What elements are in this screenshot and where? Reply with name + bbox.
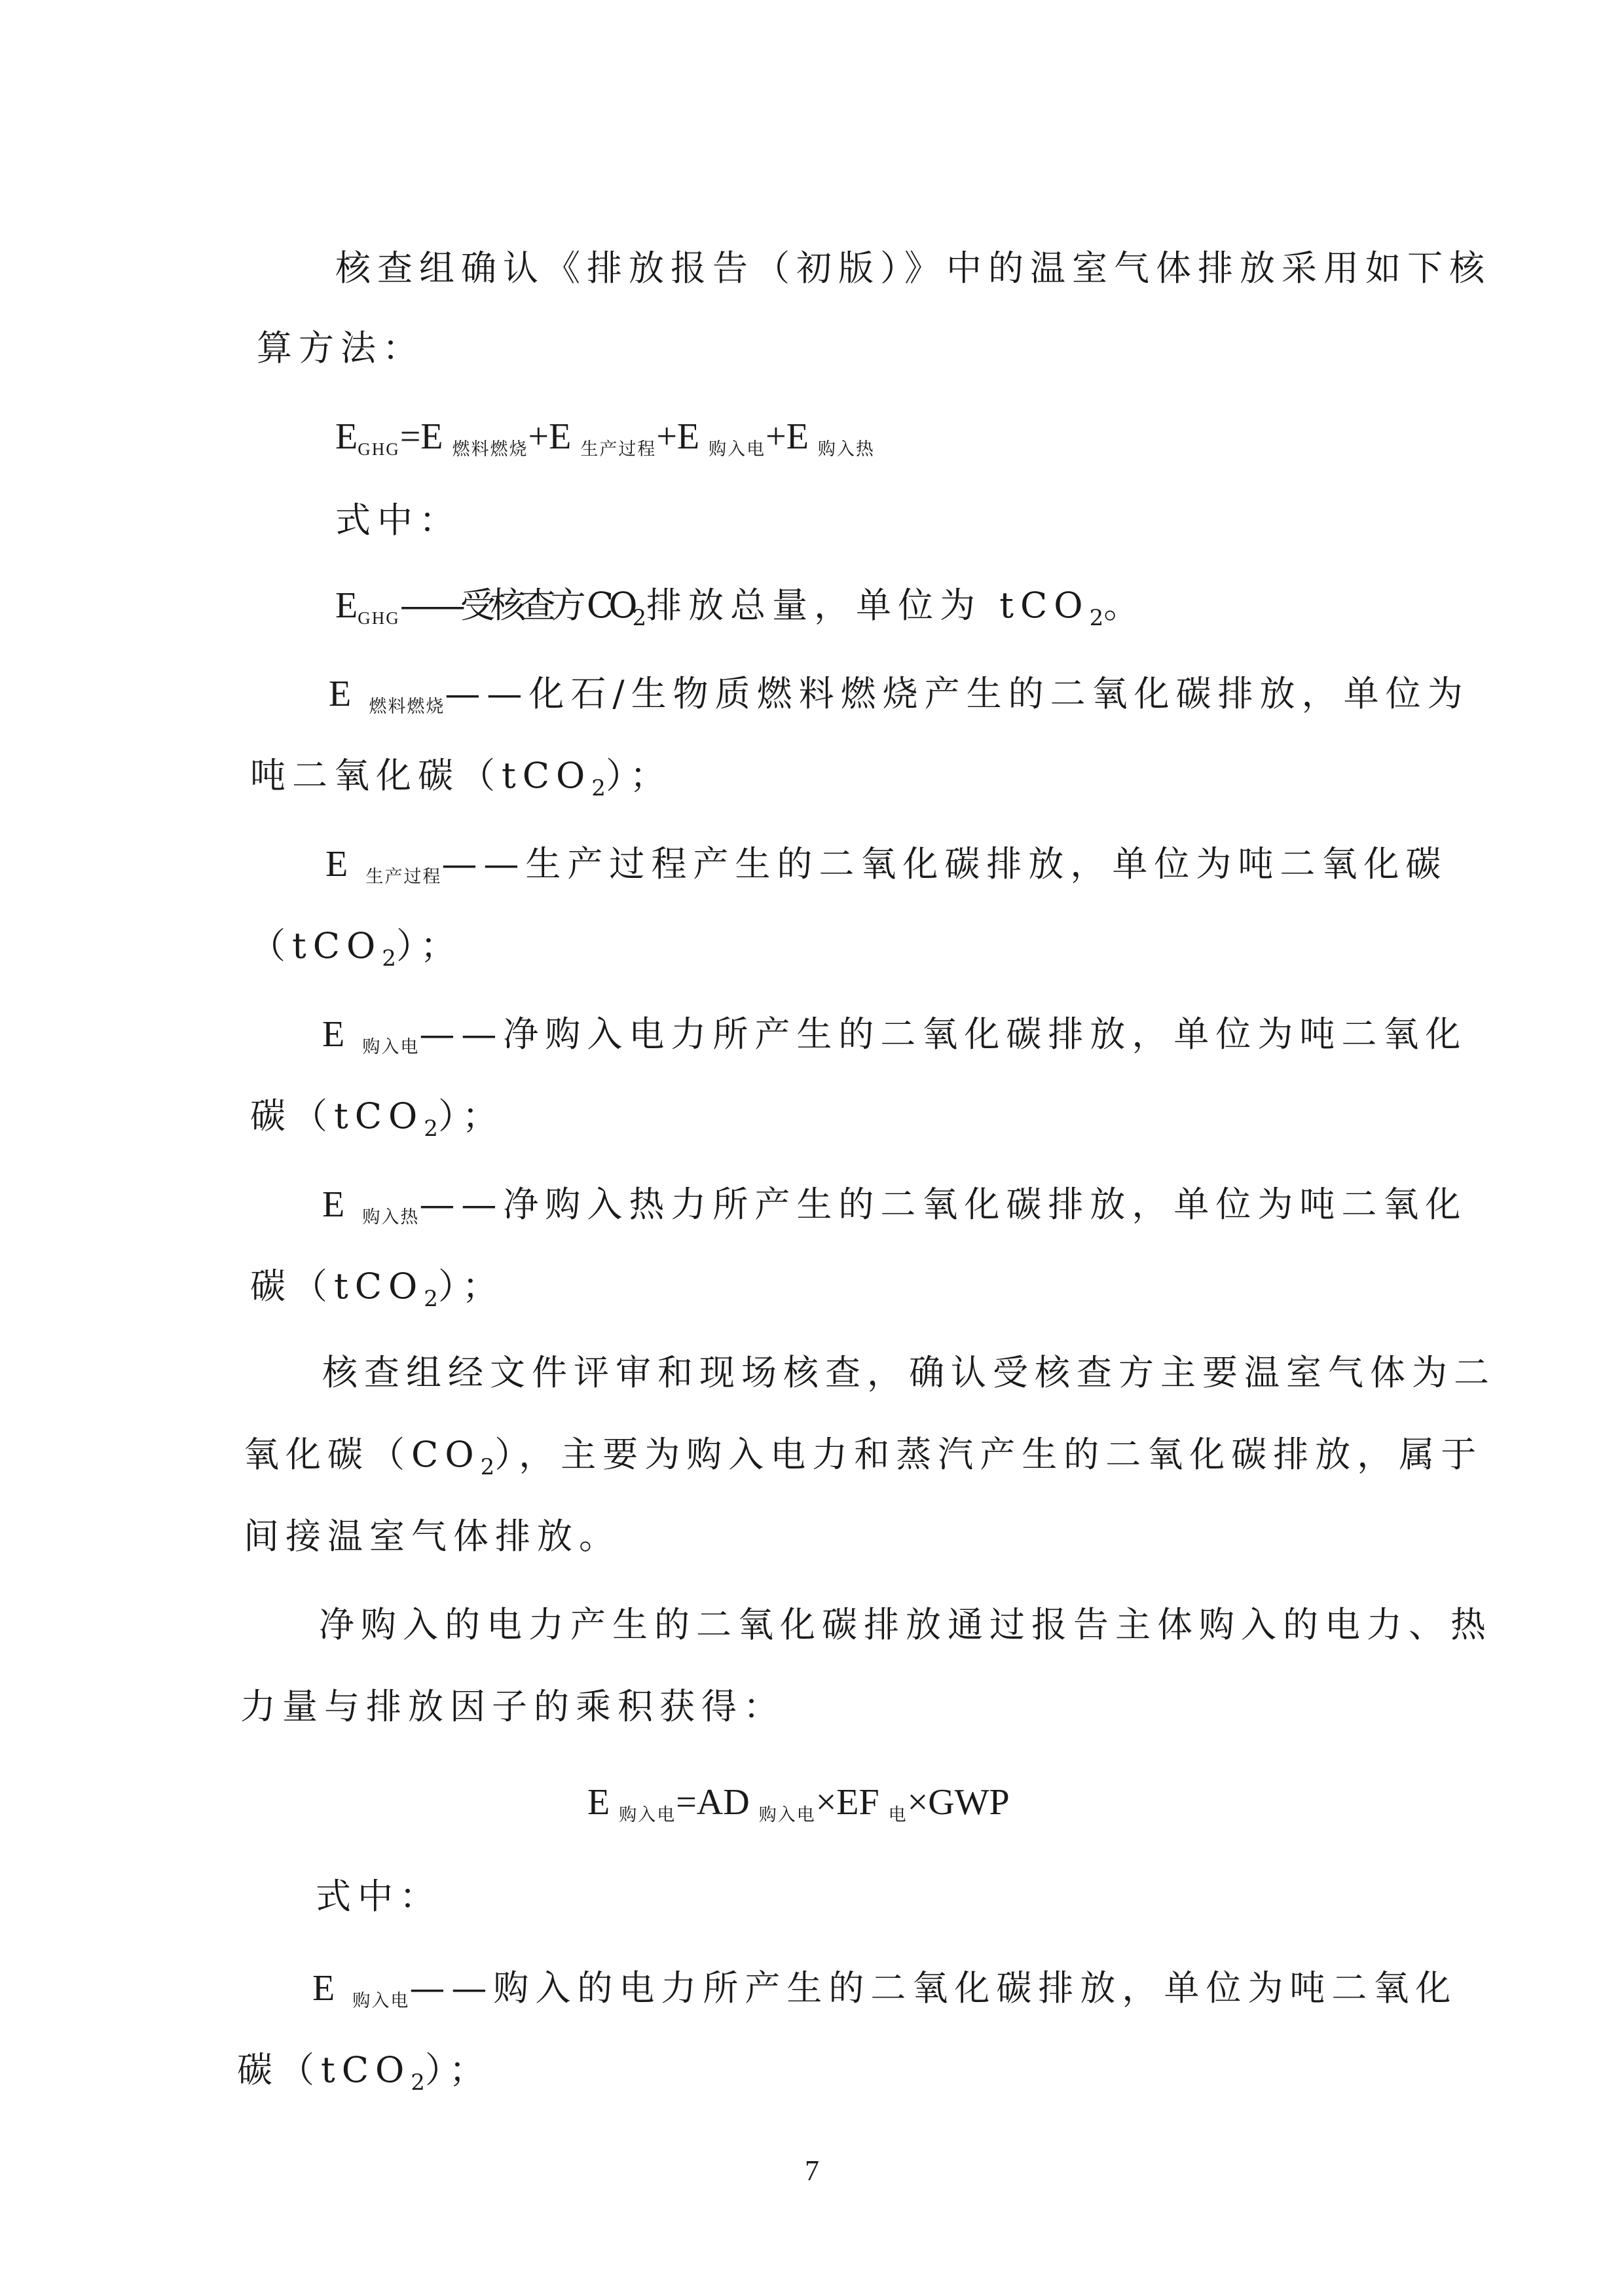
definition-e-electricity-2: E 购入电——购入的电力所产生的二氧化碳排放，单位为吨二氧化: [312, 1967, 1458, 2011]
definition-e-ghg: EGHG——受核查方 $CO_2$排放总量，单位为 tCO$_2$。: [335, 585, 1146, 631]
paragraph-1-line-1: 核查组确认《排放报告（初版）》中的温室气体排放采用如下核: [335, 247, 1491, 289]
paragraph-2-line-1: 核查组经文件评审和现场核查，确认受核查方主要温室气体为二: [322, 1352, 1496, 1393]
definition-e-electricity: E 购入电——净购入电力所产生的二氧化碳排放，单位为吨二氧化: [322, 1013, 1467, 1057]
formula-total-emissions: EGHG=E 燃料燃烧+E 生产过程+E 购入电+E 购入热: [335, 416, 875, 459]
definition-e-process: E 生产过程——生产过程产生的二氧化碳排放，单位为吨二氧化碳: [325, 843, 1448, 887]
page-number: 7: [805, 2155, 819, 2187]
definition-e-fuel: E 燃料燃烧——化石/生物质燃料燃烧产生的二氧化碳排放，单位为: [329, 673, 1469, 717]
paragraph-1-line-2: 算方法：: [257, 327, 424, 369]
definition-e-process-line-2: （tCO$_2$）；: [250, 925, 462, 972]
paragraph-3-line-1: 净购入的电力产生的二氧化碳排放通过报告主体购入的电力、热: [319, 1604, 1492, 1645]
definition-e-heat-line-2: 碳（tCO$_2$）；: [250, 1266, 504, 1312]
definition-e-fuel-line-2: 吨二氧化碳（tCO$_2$）；: [250, 755, 672, 801]
paragraph-2-line-2: 氧化碳$(CO_2)$，主要为购入电力和蒸汽产生的二氧化碳排放，属于: [244, 1434, 1483, 1480]
formula-where-label: 式中：: [335, 500, 461, 541]
definition-e-electricity-2-line-2: 碳（tCO$_2$）；: [237, 2049, 491, 2096]
definition-e-heat: E 购入热——净购入热力所产生的二氧化碳排放，单位为吨二氧化: [322, 1184, 1467, 1228]
definition-e-electricity-line-2: 碳（tCO$_2$）；: [250, 1095, 504, 1142]
formula-electricity-emissions: E 购入电=AD 购入电×EF 电×GWP: [587, 1782, 1010, 1825]
formula-where-label-2: 式中：: [316, 1876, 441, 1917]
paragraph-3-line-2: 力量与排放因子的乘积获得：: [240, 1686, 785, 1727]
paragraph-2-line-3: 间接温室气体排放。: [244, 1516, 621, 1557]
